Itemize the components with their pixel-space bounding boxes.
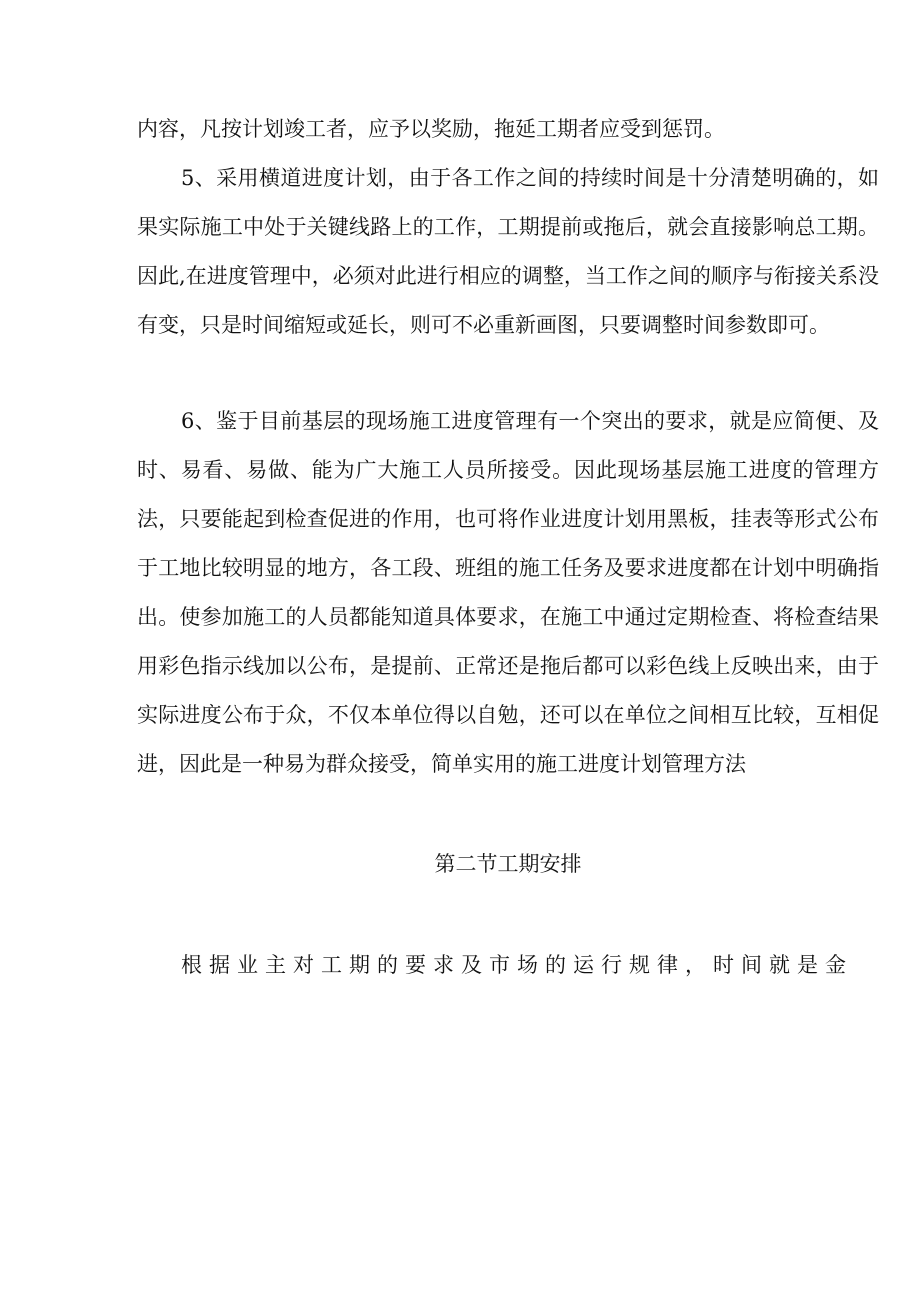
paragraph-item-5: 5、采用横道进度计划，由于各工作之间的持续时间是十分清楚明确的，如果实际施工中处于关键线路上的工作，工期提前或拖后，就会直接影响总工期。因此,在进度管理中，必须对此进行相应的调整，当工作之间的顺序与衔接关系没有变，只是时间缩短或延长，则可不必重新画图，只要调整时间参数即可。 bbox=[137, 166, 879, 337]
paragraph-section-intro: 根据业主对工期的要求及市场的运行规律，时间就是金 bbox=[181, 953, 853, 977]
section-heading: 第二节工期安排 bbox=[434, 852, 582, 876]
paragraph-item-6: 6、鉴于目前基层的现场施工进度管理有一个突出的要求，就是应简便、及时、易看、易做、能为广大施工人员所接受。因此现场基层施工进度的管理方法，只要能起到检查促进的作用，也可将作业进度计划用黑板，挂表等形式公布于工地比较明显的地方，各工段、班组的施工任务及要求进度都在计划中明确指出。使参加施工的人员都能知道具体要求，在施工中通过定期检查、将检查结果用彩色指示线加以公布，是提前、正常还是拖后都可以彩色线上反映出来，由于实际进度公布于众，不仅本单位得以自勉，还可以在单位之间相互比较，互相促进，因此是一种易为群众接受，简单实用的施工进度计划管理方法 bbox=[137, 409, 879, 776]
paragraph-continuation: 内容，凡按计划竣工者，应予以奖励，拖延工期者应受到惩罚。 bbox=[137, 117, 725, 141]
